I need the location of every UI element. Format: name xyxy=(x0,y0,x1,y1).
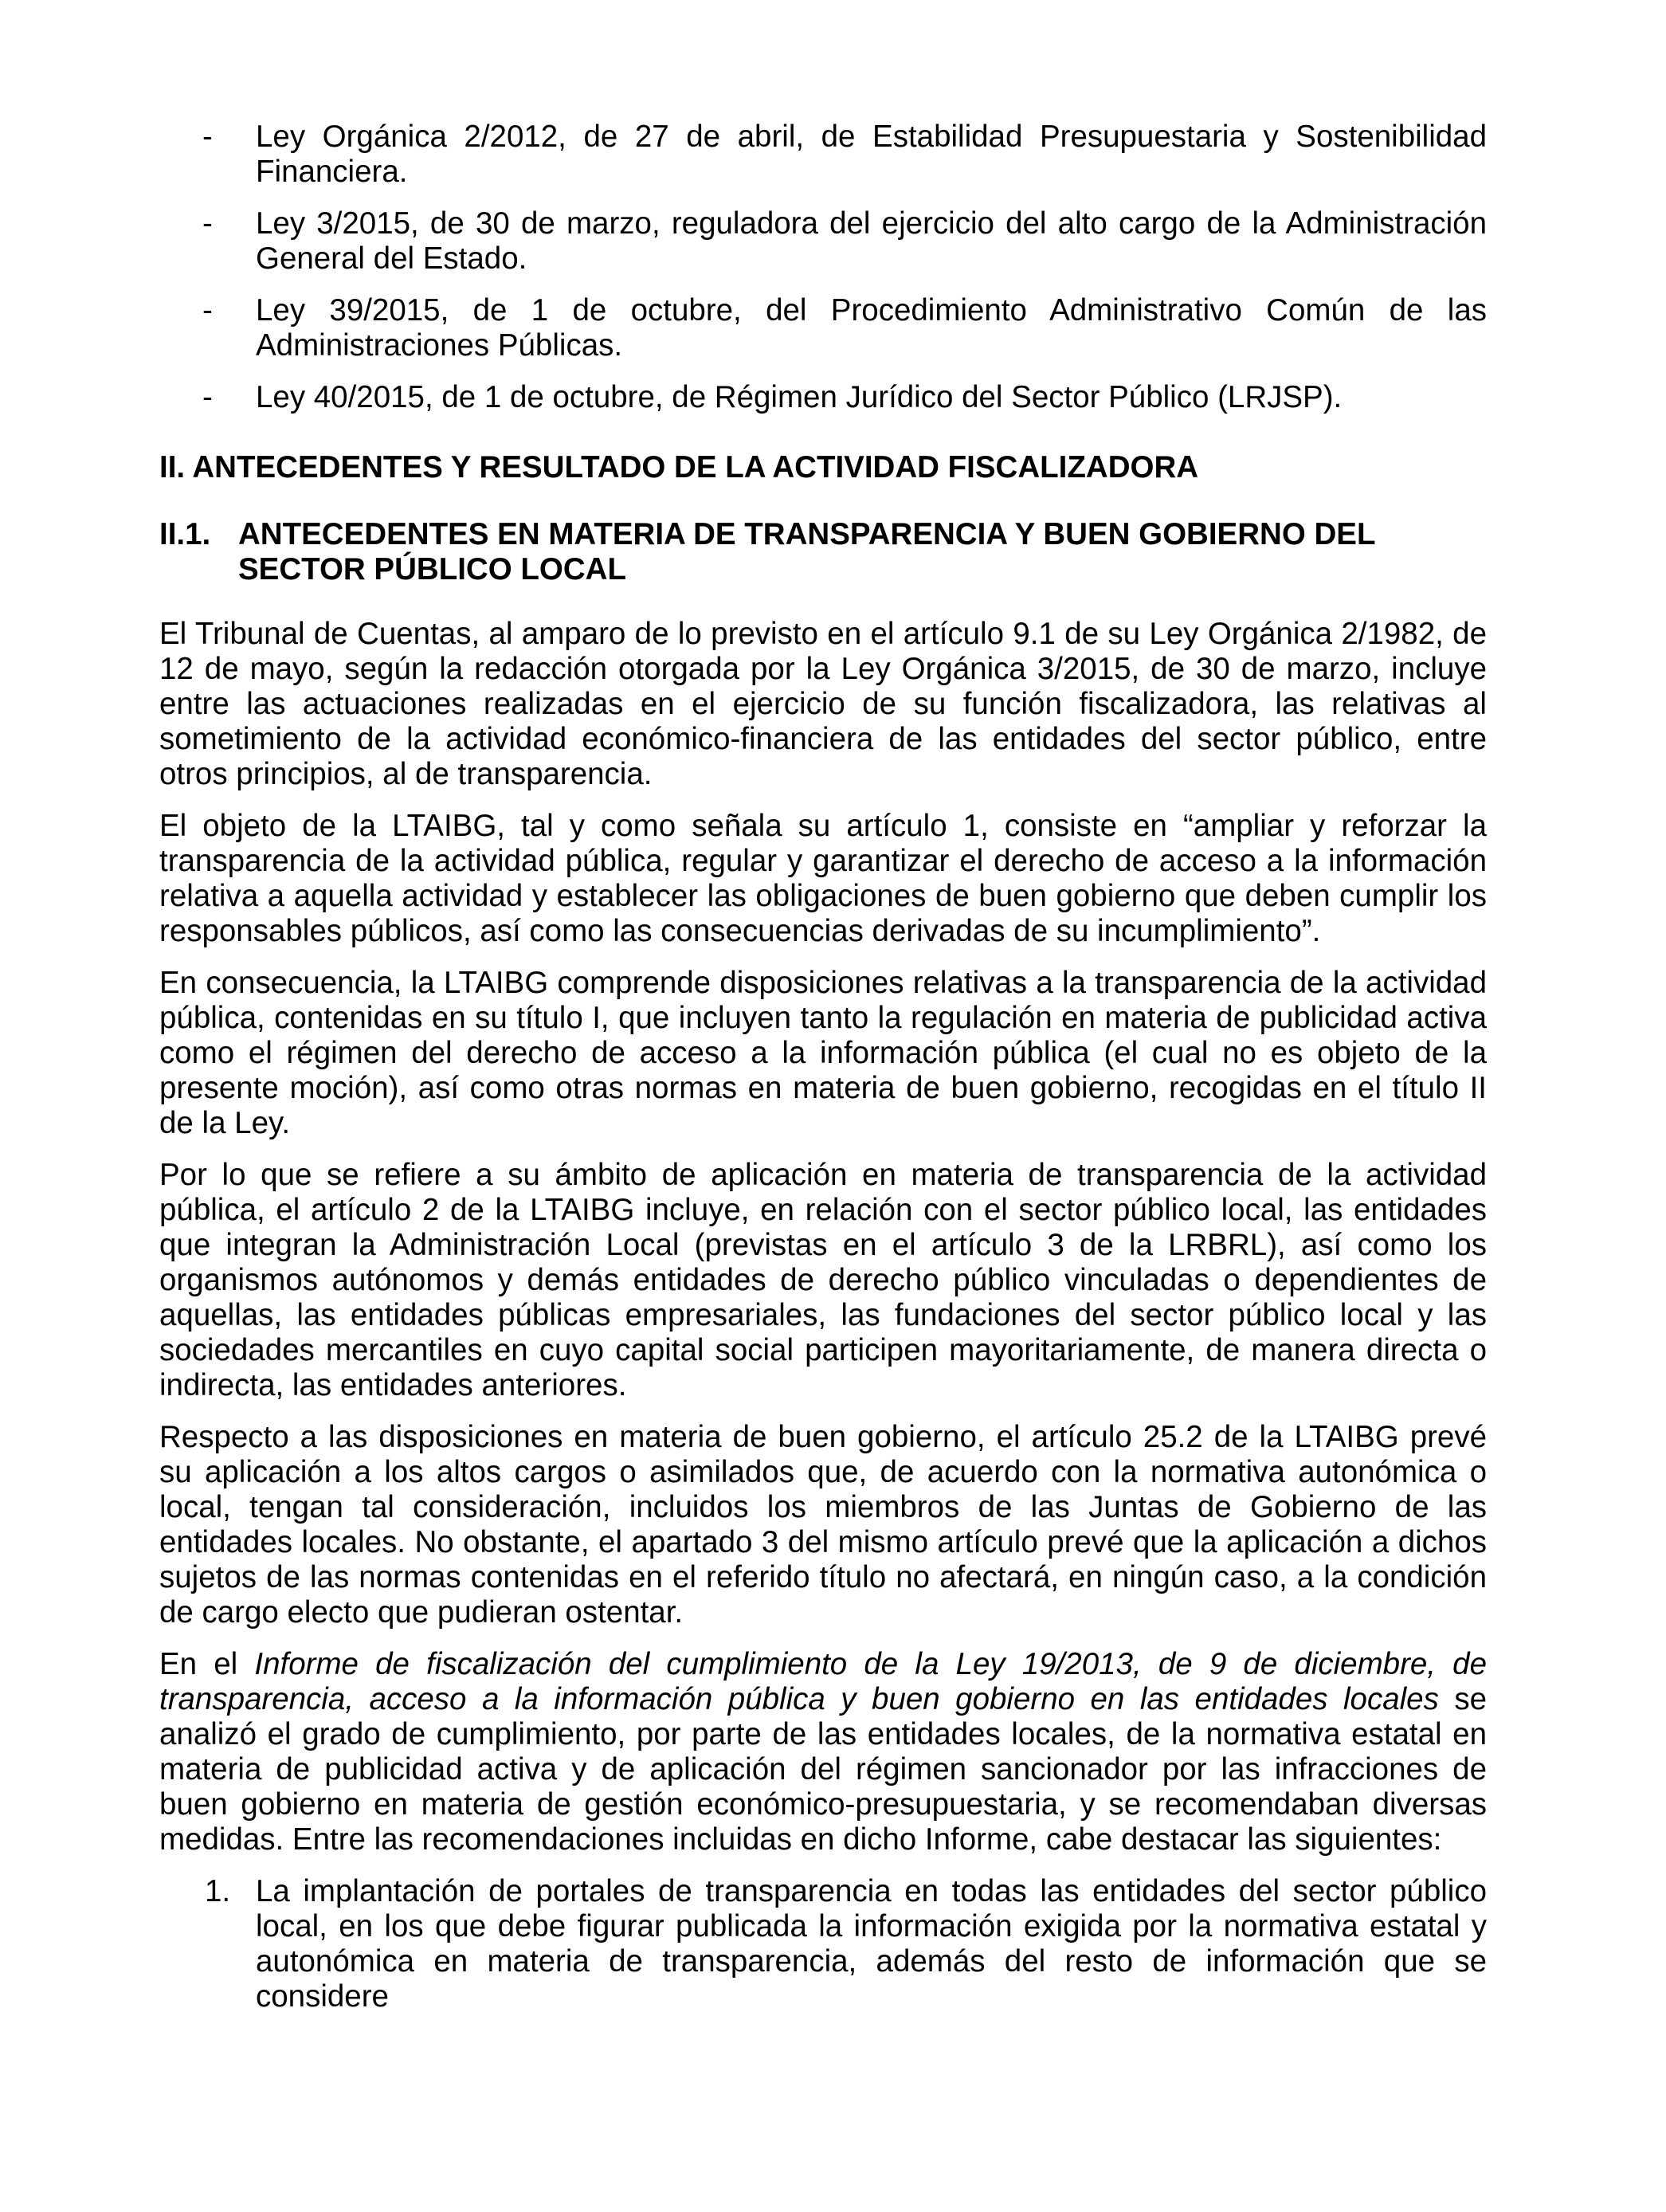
law-text: Ley 40/2015, de 1 de octubre, de Régimen Jurídico del Sector Público (LRJSP). xyxy=(256,380,1343,414)
number-marker: 1. xyxy=(205,1874,231,1908)
laws-list xyxy=(159,120,1487,415)
dash-marker: - xyxy=(202,380,213,414)
paragraph-buen-gobierno: Respecto a las disposiciones en materia de buen gobierno, el artículo 25.2 de la LTAIBG prevé su aplicación a los altos cargos o asimilados que, de acuerdo con la normativa autonómica o local, tengan tal consideración, incluidos los miembros de las Juntas de Gobierno de las entidades locales. No obstante, el apartado 3 del mismo artículo prevé que la aplicación a dichos sujetos de las normas contenidas en el referido título no afectará, en ningún caso, a la condición de cargo electo que pudieran ostentar. xyxy=(159,1420,1487,1630)
law-item xyxy=(159,120,1487,190)
paragraph-tribunal: El Tribunal de Cuentas, al amparo de lo previsto en el artículo 9.1 de su Ley Orgánica 2/1982, de 12 de mayo, según la redacción otorgada por la Ley Orgánica 3/2015, de 30 de marzo, incluye entre las actuaciones realizadas en el ejercicio de su función fiscalizadora, las relativas al sometimiento de la actividad económico-financiera de las entidades del sector público, entre otros principios, al de transparencia. xyxy=(159,617,1487,791)
law-item xyxy=(159,206,1487,276)
subsection-heading xyxy=(159,517,1487,587)
dash-marker: - xyxy=(202,120,213,154)
informe-rest: se analizó el grado de cumplimiento, por parte de las entidades locales, de la normativa estatal en materia de publicidad activa y de aplicación del régimen sancionador por las infracciones de buen gobierno en materia de gestión económico-presupuestaria, y se recomendaban diversas medidas. Entre las recomendaciones incluidas en dicho Informe, cabe destacar las siguientes: xyxy=(159,1682,1488,1857)
document-page xyxy=(159,120,1487,2014)
law-item xyxy=(159,380,1487,415)
dash-marker: - xyxy=(202,206,213,241)
paragraph-ambito: Por lo que se refiere a su ámbito de aplicación en materia de transparencia de la actividad pública, el artículo 2 de la LTAIBG incluye, en relación con el sector público local, las entidades que integran la Administración Local (previstas en el artículo 3 de la LRBRL), así como los organismos autónomos y demás entidades de derecho público vinculadas o dependientes de aquellas, las entidades públicas empresariales, las fundaciones del sector público local y las sociedades mercantiles en cuyo capital social participen mayoritariamente, de manera directa o indirecta, las entidades anteriores. xyxy=(159,1158,1487,1402)
law-text: Ley Orgánica 2/2012, de 27 de abril, de Estabilidad Presupuestaria y Sostenibilidad Financiera. xyxy=(256,120,1487,189)
subsection-number: II.1. xyxy=(159,517,211,551)
informe-lead: En el xyxy=(159,1647,255,1681)
law-text: Ley 39/2015, de 1 de octubre, del Procedimiento Administrativo Común de las Administraciones Públicas. xyxy=(256,293,1487,363)
law-item xyxy=(159,293,1487,363)
recommendation-text: La implantación de portales de transparencia en todas las entidades del sector público local, en los que debe figurar publicada la información exigida por la normativa estatal y autonómica en materia de transparencia, además del resto de información que se considere xyxy=(256,1874,1487,2014)
informe-title: Informe de fiscalización del cumplimiento de la Ley 19/2013, de 9 de diciembre, de transparencia, acceso a la información pública y buen gobierno en las entidades locales xyxy=(159,1647,1487,1716)
recommendation-item xyxy=(159,1874,1487,2014)
section-heading: II. ANTECEDENTES Y RESULTADO DE LA ACTIVIDAD FISCALIZADORA xyxy=(159,450,1199,484)
paragraph-consecuencia: En consecuencia, la LTAIBG comprende disposiciones relativas a la transparencia de la actividad pública, contenidas en su título I, que incluyen tanto la regulación en materia de publicidad activa como el régimen del derecho de acceso a la información pública (el cual no es objeto de la presente moción), así como otras normas en materia de buen gobierno, recogidas en el título II de la Ley. xyxy=(159,966,1487,1140)
recommendations-list xyxy=(159,1874,1487,2014)
paragraph-objeto: El objeto de la LTAIBG, tal y como señala su artículo 1, consiste en “ampliar y reforzar la transparencia de la actividad pública, regular y garantizar el derecho de acceso a la información relativa a aquella actividad y establecer las obligaciones de buen gobierno que deben cumplir los responsables públicos, así como las consecuencias derivadas de su incumplimiento”. xyxy=(159,809,1487,948)
subsection-title: ANTECEDENTES EN MATERIA DE TRANSPARENCIA Y BUEN GOBIERNO DEL SECTOR PÚBLICO LOCAL xyxy=(238,517,1375,586)
paragraph-informe xyxy=(159,1647,1487,1857)
dash-marker: - xyxy=(202,293,213,327)
law-text: Ley 3/2015, de 30 de marzo, reguladora del ejercicio del alto cargo de la Administración General del Estado. xyxy=(256,206,1487,276)
